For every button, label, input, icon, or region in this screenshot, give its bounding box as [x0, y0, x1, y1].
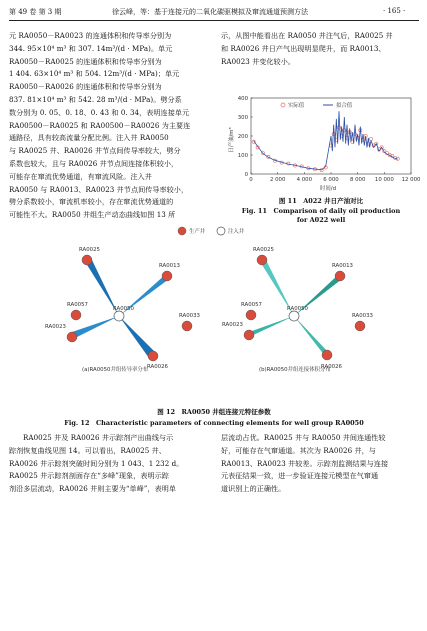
left-column-line: 元 RA0050－RA0023 的连通体积和传导率分别为	[9, 31, 172, 40]
x-tick-label: 2 000	[269, 177, 286, 183]
left-column-line: RA0050－RA0025 的连通体积和传导率分别为	[9, 56, 162, 66]
left-column-line: 1 404. 63×10⁴ m³ 和 504. 12m³/(d · MPa)；单元	[9, 69, 180, 79]
y-tick-label: 300	[237, 115, 248, 121]
well-label-ra0033-b: RA0033	[352, 313, 373, 319]
bottom-left-line: RA0026 井示踪剂突破时间分别为 1 043、1 232 d。	[9, 458, 184, 468]
left-column-line: 344. 95×10⁴ m³ 和 307. 14m³/(d · MPa)。单元	[9, 43, 173, 53]
actual-point	[332, 133, 335, 136]
y-axis-label: 日产油/m³	[229, 127, 235, 153]
bottom-left-text	[9, 432, 206, 496]
well-label-ra0013-b: RA0013	[332, 263, 353, 269]
well-ra0023-b	[244, 330, 254, 340]
left-column-text	[9, 30, 206, 222]
well-label-ra0023-a: RA0023	[45, 324, 66, 330]
y-tick-label: 400	[237, 96, 248, 102]
y-tick-label: 0	[244, 172, 248, 178]
well-label-ra0057-a: RA0057	[67, 302, 88, 308]
connection-ra0050-ra0026-b	[294, 316, 329, 356]
right-column-text	[221, 30, 421, 68]
legend-actual-marker	[281, 103, 285, 107]
bottom-right-line: 好，可能存在气窜通道。其次为 RA0026 井，与	[221, 445, 376, 455]
subcaption-a: (a)RA0050井组传导率分布	[82, 367, 149, 373]
x-tick-label: 4 000	[296, 177, 313, 183]
x-axis-label: 时间/d	[319, 186, 337, 192]
panel-a-transmissibility	[45, 247, 200, 373]
injection-well-legend-marker	[217, 227, 225, 235]
well-ra0050-a	[114, 311, 124, 321]
left-column-line: 可能性不大。RA0050 井组生产动态曲线如图 13 所	[9, 210, 176, 220]
bottom-right-line: 层流动占优。RA0025 井与 RA0050 井间连通性较	[221, 433, 386, 442]
subcaption-b: (b)RA0050井组连接体积分布	[259, 367, 331, 373]
x-tick-label: 6 000	[323, 177, 339, 183]
figure-12-caption-en: Fig. 12 Characteristic parameters of connecting elements for well group RA0050	[64, 419, 364, 427]
bottom-right-text	[221, 432, 421, 496]
left-column-line: RA0050－RA0026 的连通体积和传导率分别为	[9, 82, 162, 92]
well-label-ra0026-a: RA0026	[147, 364, 168, 370]
x-tick-label: 0	[249, 177, 253, 183]
well-label-ra0025-b: RA0025	[253, 247, 274, 253]
production-well-legend-label: 生产井	[189, 229, 206, 235]
well-ra0026-b	[322, 350, 332, 360]
bottom-left-line: RA0025 井及 RA0026 井示踪剂产出曲线与示	[23, 433, 174, 442]
y-tick-label: 100	[237, 153, 248, 159]
x-tick-label: 10 000	[374, 177, 394, 183]
well-ra0033-b	[355, 321, 365, 331]
left-column-line: RA00500－RA0025 和 RA00500－RA0026 为主要连	[9, 120, 191, 130]
left-column-line: 可能存在窜流优势通道，有窜流风险。注入井	[9, 171, 152, 181]
figure-12-caption-cn: 图 12 RA0050 井组连接元特征参数	[157, 408, 271, 416]
well-ra0057-a	[71, 310, 81, 320]
figure-11-chart	[221, 84, 421, 194]
fit-line	[254, 111, 398, 170]
well-label-ra0026-b: RA0026	[321, 364, 342, 370]
figure-11-caption-en: Fig. 11 Comparison of daily oil production	[241, 207, 401, 215]
bottom-left-line: 剂沿多层流动，RA0026 井则主要为“单峰”，表明单	[9, 484, 177, 494]
well-ra0033-a	[182, 321, 192, 331]
x-tick-label: 8 000	[349, 177, 366, 183]
well-label-ra0050-b: RA0050	[287, 306, 308, 312]
left-column-line: 通路径，具有较高流量分配比例。注入井 RA0050	[9, 133, 169, 143]
chart-grid-ticks	[238, 96, 421, 183]
well-label-ra0057-b: RA0057	[241, 302, 262, 308]
bottom-left-line: 踪剂恢复曲线见图 14。可以看出，RA0025 井、	[9, 445, 166, 455]
figure-11-caption-cn: 图 11 A022 井日产油对比	[278, 197, 364, 205]
well-label-ra0025-a: RA0025	[79, 247, 100, 253]
well-ra0023-a	[67, 332, 77, 342]
figure-11-caption-en-2: for A022 well	[296, 216, 346, 224]
right-column-line: RA0023 井变化较小。	[221, 56, 295, 66]
bottom-right-line: 道识别上的正确性。	[221, 484, 286, 494]
figure-12-diagram	[9, 222, 419, 374]
well-ra0050-b	[289, 311, 299, 321]
legend-actual-label: 实际值	[288, 103, 305, 109]
well-label-ra0033-a: RA0033	[179, 313, 200, 319]
well-ra0013-a	[162, 271, 172, 281]
journal-volume-issue: 第 49 卷 第 3 期	[9, 8, 62, 16]
bottom-right-line: 元表征结果一致，进一步验证连接元模型在气窜通	[221, 471, 379, 481]
well-ra0026-a	[148, 351, 158, 361]
right-column-line: 和 RA0026 井日产气出现明显爬升，而 RA0013、	[221, 43, 386, 53]
well-ra0057-b	[246, 310, 256, 320]
right-column-line: 示，从图中能看出在 RA0050 井注气后，RA0025 井	[221, 31, 393, 40]
series-fit	[254, 111, 398, 170]
left-column-line: 与 RA0025 井、RA0026 井节点间传导率较大，劈分	[9, 146, 181, 156]
figure-12-legend	[178, 227, 245, 235]
bottom-left-line: RA0025 井示踪剂剖面存在“多峰”现象，表明示踪	[9, 471, 169, 481]
left-column-line: 数分别为 0. 05、0. 18、0. 43 和 0. 34，表明连接单元	[9, 107, 190, 117]
production-well-legend-marker	[178, 227, 186, 235]
connection-ra0050-ra0023-b	[249, 316, 294, 336]
x-tick-label: 12 000	[401, 177, 421, 183]
left-column-line: RA0050 与 RA0013、RA0023 井节点间传导率较小，	[9, 184, 189, 194]
legend-fit-label: 拟合值	[336, 103, 353, 109]
left-column-line: 劈分系数较小，窜流机率较小，存在窜流优势通道的	[9, 197, 174, 207]
well-label-ra0050-a: RA0050	[113, 306, 134, 312]
bottom-right-line: RA0013、RA0023 井较差。示踪剂监测结果与连接	[221, 458, 389, 468]
well-ra0013-b	[335, 271, 345, 281]
injection-well-legend-label: 注入井	[228, 229, 245, 235]
left-column-line: 系数也较大，且与 RA0026 井节点间连接体积较小，	[9, 158, 179, 168]
well-ra0025-b	[257, 255, 267, 265]
well-label-ra0023-b: RA0023	[222, 322, 243, 328]
y-tick-label: 200	[237, 134, 248, 140]
page-number: · 165 ·	[383, 7, 406, 15]
well-label-ra0013-a: RA0013	[159, 263, 180, 269]
connection-ra0050-ra0026	[119, 316, 155, 358]
well-ra0025-a	[82, 255, 92, 265]
left-column-line: 837. 81×10⁴ m³ 和 542. 28 m³/(d · MPa)。劈分系	[9, 94, 182, 104]
panel-b-volume	[222, 247, 373, 373]
running-title: 徐云峰，等：基于连接元的二氧化碳驱模拟及窜流通道预测方法	[112, 8, 308, 16]
chart-legend	[281, 101, 353, 109]
connection-ra0050-ra0023	[72, 316, 119, 338]
header-rule	[9, 20, 419, 21]
